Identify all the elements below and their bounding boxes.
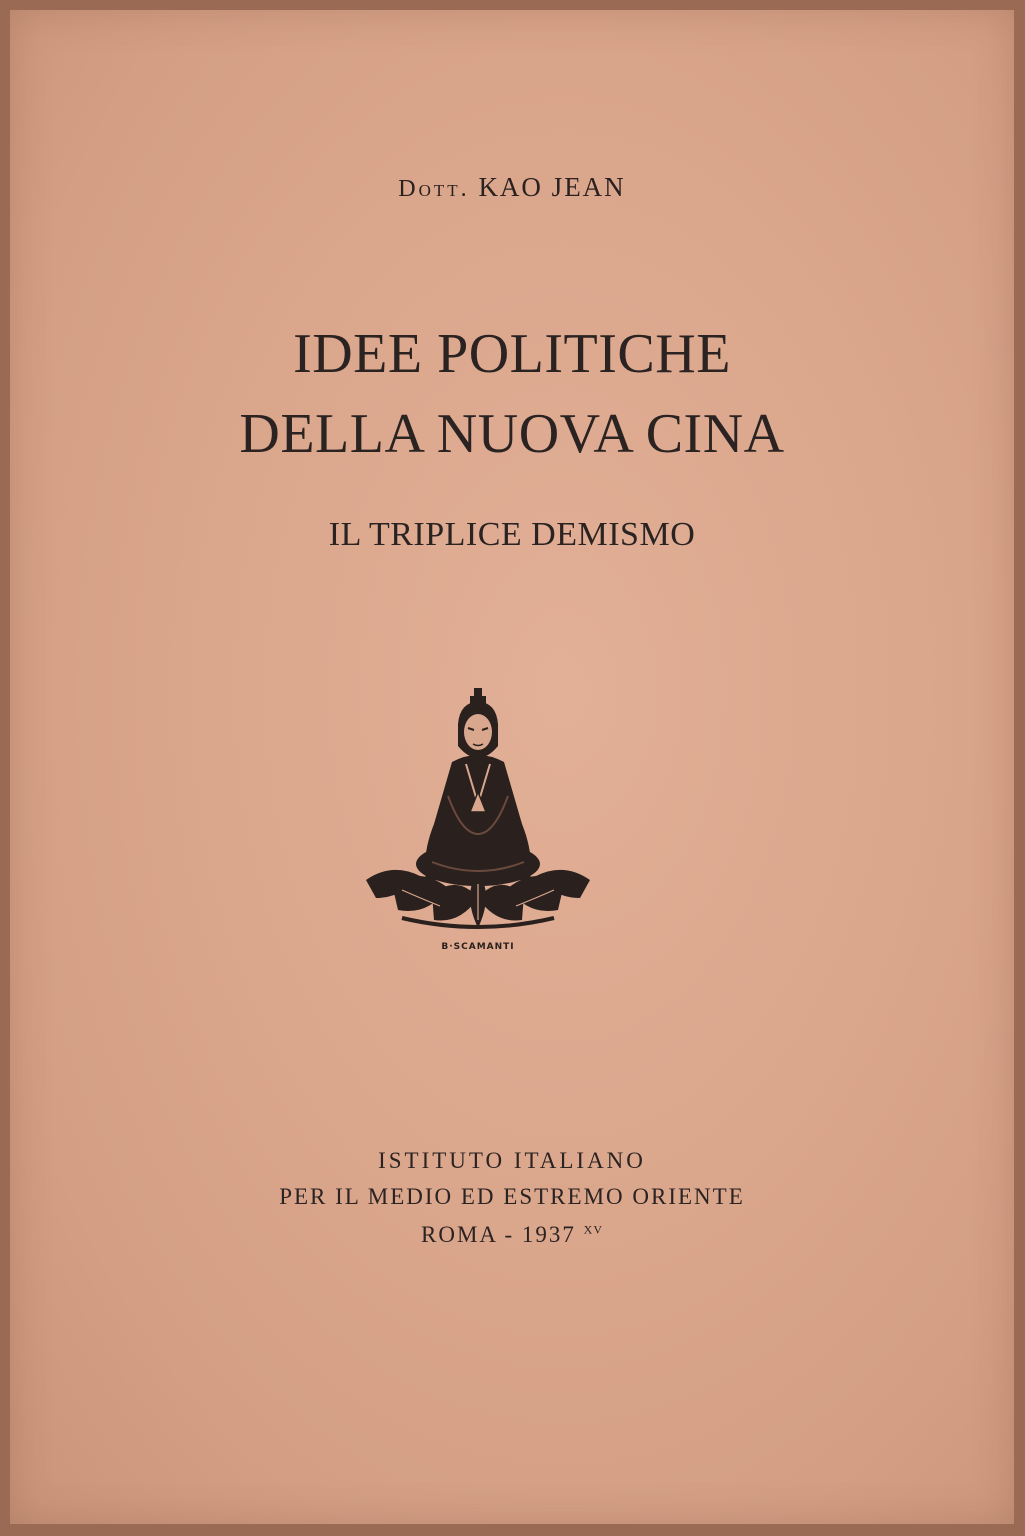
author-line — [10, 172, 1014, 203]
book-cover — [10, 10, 1014, 1524]
seated-figure-lotus-icon — [362, 684, 594, 954]
title-line-1: IDEE POLITICHE — [293, 323, 731, 385]
publisher-line-2: PER IL MEDIO ED ESTREMO ORIENTE — [279, 1184, 745, 1209]
place-year: ROMA - 1937 — [421, 1222, 576, 1247]
author-prefix: Dott. — [398, 176, 470, 202]
publisher-place-year — [10, 1222, 1014, 1248]
title-line-2: DELLA NUOVA CINA — [239, 403, 785, 465]
subtitle: IL TRIPLICE DEMISMO — [328, 516, 696, 553]
fascist-era-year: XV — [583, 1222, 603, 1237]
author-name: KAO JEAN — [478, 172, 626, 202]
publisher-line-1: ISTITUTO ITALIANO — [378, 1148, 646, 1173]
emblem-signature: B·SCAMANTI — [441, 942, 515, 952]
